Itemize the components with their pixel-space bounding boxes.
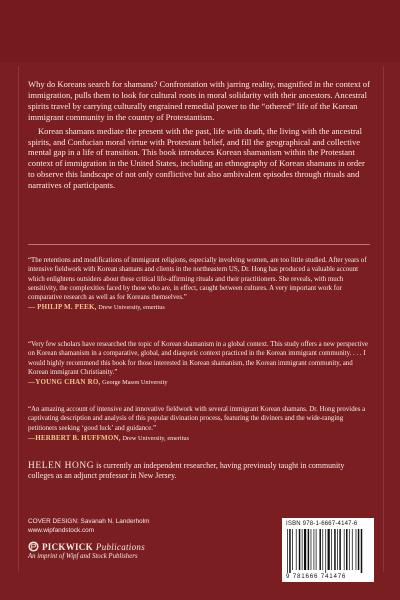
endorser-name: —YOUNG CHAN RO, (28, 378, 101, 387)
isbn-number: ISBN 978-1-6667-4147-6 (286, 521, 358, 527)
barcode-bar (308, 529, 310, 570)
endorser-affiliation: Drew University, emeritus (98, 304, 165, 312)
barcode-bar (316, 529, 317, 570)
barcode-bar (344, 529, 345, 570)
publisher-website: www.wipfandstock.com (28, 526, 95, 534)
barcode-bar (289, 529, 291, 573)
barcode-bar (352, 529, 353, 570)
barcode-bar (349, 529, 350, 570)
book-description (28, 79, 370, 194)
barcode-bar (311, 529, 312, 570)
cover-design-credit: COVER DESIGN: Savanah N. Landerholm (28, 518, 150, 525)
imprint-line: An imprint of Wipf and Stock Publishers (28, 553, 138, 560)
pickwick-logo-icon (28, 541, 39, 552)
endorsement-attribution (28, 378, 370, 387)
endorser-affiliation: George Mason University (102, 379, 168, 387)
endorsement-quote: “The retentions and modifications of immigrant religions, especially involving women, are too little studied. After years of intensive fieldwork with Korean shamans and clients in the northeastern US, Dr. Hong has produced a valuable account which enlightens outsiders about these critical life-affirming rituals and their practitioners. She reveals, with much sensitivity, the complexities faced by those who are, in effect, caught between cultures. A very important work for comparative research as well as for Koreans themselves.” (28, 257, 367, 302)
author-bio-text: is currently an independent researcher, having previously taught in community colleges as an adjunct professor in New Jersey. (28, 461, 345, 481)
barcode-bar (292, 529, 293, 570)
barcode-bar (339, 529, 341, 570)
endorsement-1 (28, 256, 370, 313)
endorser-name: — PHILIP M. PEEK, (28, 303, 97, 312)
description-paragraph-1: Why do Koreans search for shamans? Confrontation with jarring reality, magnified in the context of immigration, pulls them to look for cultural roots in moral solidarity with their ancestors. Ancestral spirits travel by carrying culturally engrained remedial power to the “othered” life of the Korean immigrant community in the country of Protestantism. (28, 79, 370, 122)
barcode-bar (302, 529, 303, 570)
endorsement-quote: “Very few scholars have researched the topic of Korean shamanism in a global context. This study offers a new perspective on Korean shamanism in a comparative, global, and diasporic context practiced in the Korean immigrant community. . . . I would highly recommend this book for those interested in Korean shamanism, the Korean immigrant community, and Korean immigrant Christianity.” (28, 341, 368, 376)
publisher-block (28, 541, 208, 560)
endorsement-attribution (28, 434, 370, 443)
barcode-bar (314, 529, 315, 570)
barcode-bar (331, 529, 332, 570)
endorsement-2 (28, 340, 370, 387)
barcode-bar (287, 529, 288, 573)
barcode-bar (356, 529, 357, 570)
barcode-bar (328, 529, 330, 570)
barcode-bar (334, 529, 336, 570)
endorsement-quote: “An amazing account of intensive and innovative fieldwork with several immigrant Korean shamans. Dr. Hong provides a captivating description and analysis of this popular divination process, featuring the diviners and the wide-ranging petitioners seeking ‘good luck’ and guidance.” (28, 406, 366, 432)
description-paragraph-2: Korean shamans mediate the present with the past, life with death, the living with the ancestral spirits, and Confucian moral virtue with Protestant belief, and fill the geographical and collective mental gap in a life of transition. This book introduces Korean shamanism within the Protestant context of immigration in the United States, including an ethnography of Korean shamans in order to observe this landscape of not only conflictive but also ambivalent episodes through rituals and narratives of participants. (28, 125, 365, 191)
author-name: HELEN HONG (28, 461, 95, 471)
barcode-bar (322, 529, 323, 570)
endorsement-3 (28, 405, 370, 443)
endorser-affiliation: Drew University, emeritus (122, 434, 190, 442)
barcode-bar (304, 529, 306, 570)
endorser-name: —HERBERT B. HUFFMON, (28, 433, 121, 442)
barcode-digits: 9 781666 741476 (286, 573, 347, 580)
barcode-bar (358, 529, 360, 570)
barcode-bar (296, 529, 297, 570)
publisher-name-bold: PICKWICK (42, 541, 93, 552)
top-band (0, 0, 400, 62)
barcode-bar (299, 529, 301, 570)
endorsement-attribution (28, 303, 370, 312)
author-bio (28, 461, 370, 482)
barcode-bar (325, 529, 326, 573)
barcode-bar (337, 529, 338, 570)
barcode-bar (319, 529, 321, 570)
publisher-name (28, 541, 208, 552)
barcode-bars (286, 529, 370, 573)
barcode-bar (361, 529, 363, 573)
divider-rule (28, 244, 370, 245)
cover-credits (28, 518, 198, 535)
barcode-bar (346, 529, 348, 570)
isbn-barcode (282, 518, 374, 582)
publisher-name-italic: Publications (95, 541, 146, 552)
